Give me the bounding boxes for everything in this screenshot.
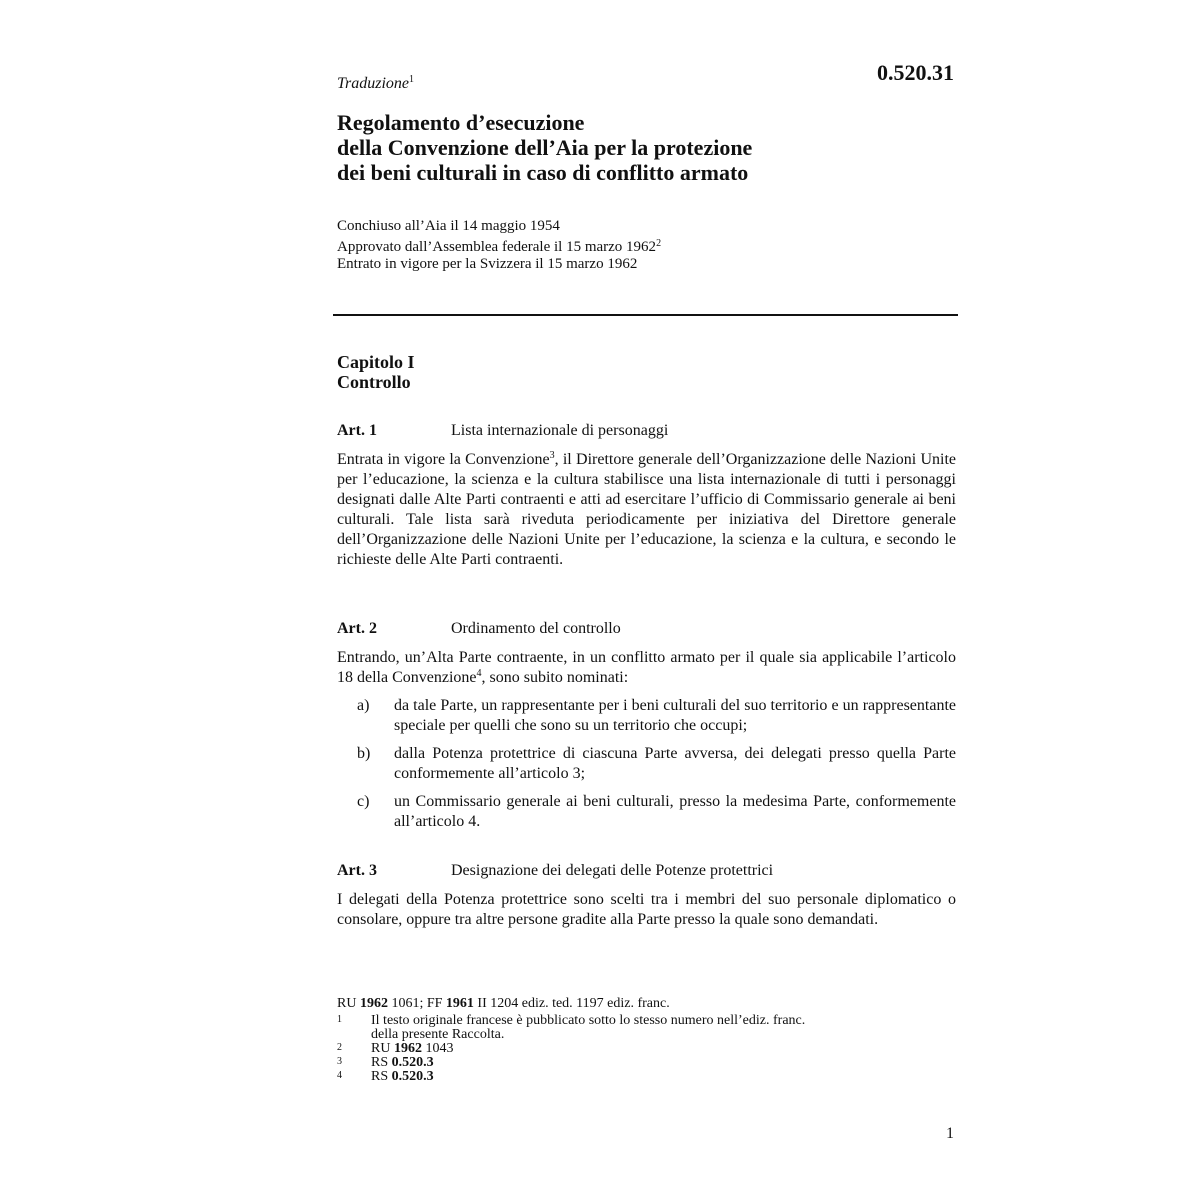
- footnote-number: 3: [337, 1056, 342, 1067]
- article-number: Art. 3: [337, 862, 377, 879]
- chapter-heading: [337, 352, 415, 392]
- footnote-number: 1: [337, 1014, 342, 1025]
- article-title: Designazione dei delegati delle Potenze protettrici: [451, 862, 774, 879]
- page-number: 1: [946, 1125, 954, 1142]
- article-3-text: I delegati della Potenza protettrice sono scelti tra i membri del suo personale diplomatico o consolare, oppure tra altre persone gradite alla Parte presso la quale sono demandati.: [337, 891, 956, 928]
- list-item-label: a): [357, 697, 370, 714]
- sr-number: 0.520.31: [877, 60, 954, 85]
- source-reference: RU 1962 1061; FF 1961 II 1204 ediz. ted. 1197 ediz. franc.: [337, 996, 670, 1011]
- article-1-text: Entrata in vigore la Convenzione$^3$, il Direttore generale dell’Organizzazione delle Nazioni Unite per l’educazione, la scienza e la cultura stabilisce una lista internazionale di tutti i personaggi designati dalle Alte Parti contraenti e atti ad esercitare l’ufficio di Commissario generale ai beni culturali. Tale lista sarà riveduta periodicamente per iniziativa del Direttore generale dell’Organizzazione delle Nazioni Unite per l’educazione, la scienza e la cultura, e secondo le richieste delle Alte Parti contraenti.: [337, 450, 957, 568]
- article-2-text: Entrando, un’Alta Parte contraente, in un conflitto armato per il quale sia applicabile l’articolo 18 della Convenzione$^4$, sono subito nominati:: [337, 649, 956, 686]
- footnote-text: Il testo originale francese è pubblicato sotto lo stesso numero nell’ediz. franc. della presente Raccolta.: [371, 1013, 806, 1042]
- list-item-text: un Commissario generale ai beni culturali, presso la medesima Parte, conformemente all’articolo 4.: [394, 793, 956, 830]
- translation-label: Traduzione$^1$: [337, 74, 415, 92]
- article-number: Art. 2: [337, 620, 377, 637]
- article-2-list: [337, 696, 956, 840]
- footnote-text: RS 0.520.3: [371, 1069, 434, 1084]
- footnotes: [337, 996, 956, 1084]
- article-number: Art. 1: [337, 422, 377, 439]
- footnote-text: RS 0.520.3: [371, 1055, 434, 1070]
- list-item: [337, 696, 956, 736]
- divider: [333, 314, 958, 316]
- article-1-heading: [337, 422, 668, 440]
- concluded-date: Conchiuso all’Aia il 14 maggio 1954: [337, 218, 560, 234]
- in-force-date: Entrato in vigore per la Svizzera il 15 marzo 1962: [337, 256, 638, 272]
- title-line: Regolamento d’esecuzione: [337, 110, 585, 135]
- approved-date: Approvato dall’Assemblea federale il 15 marzo 1962$^2$: [337, 238, 662, 255]
- list-item-text: dalla Potenza protettrice di ciascuna Parte avversa, dei delegati presso quella Parte conformemente all’articolo 3;: [394, 745, 956, 782]
- footnote: [337, 1070, 956, 1084]
- chapter-number: Capitolo I: [337, 352, 415, 372]
- chapter-title: Controllo: [337, 372, 411, 392]
- footnote: [337, 1056, 956, 1070]
- document-metadata: [337, 218, 661, 273]
- article-title: Ordinamento del controllo: [451, 620, 621, 637]
- footnote-text: RU 1962 1043: [371, 1041, 454, 1056]
- list-item: [337, 744, 956, 784]
- footnote: [337, 1014, 956, 1042]
- list-item-text: da tale Parte, un rappresentante per i beni culturali del suo territorio e un rappresentante speciale per quelli che sono su un territorio che occupi;: [394, 697, 956, 734]
- list-item-label: c): [357, 793, 370, 810]
- article-2-heading: [337, 620, 621, 638]
- footnote-ref[interactable]: 4: [476, 668, 482, 679]
- footnote: [337, 1042, 956, 1056]
- footnote-ref[interactable]: 2: [656, 238, 662, 249]
- article-3-heading: [337, 862, 773, 880]
- footnote-ref[interactable]: 1: [409, 74, 415, 85]
- list-item-label: b): [357, 745, 371, 762]
- footnote-ref[interactable]: 3: [549, 450, 555, 461]
- footnote-number: 4: [337, 1070, 342, 1081]
- document-title: [337, 110, 956, 185]
- footnote-number: 2: [337, 1042, 342, 1053]
- article-title: Lista internazionale di personaggi: [451, 422, 669, 439]
- title-line: della Convenzione dell’Aia per la protezione: [337, 135, 753, 160]
- title-line: dei beni culturali in caso di conflitto armato: [337, 160, 749, 185]
- list-item: [337, 792, 956, 832]
